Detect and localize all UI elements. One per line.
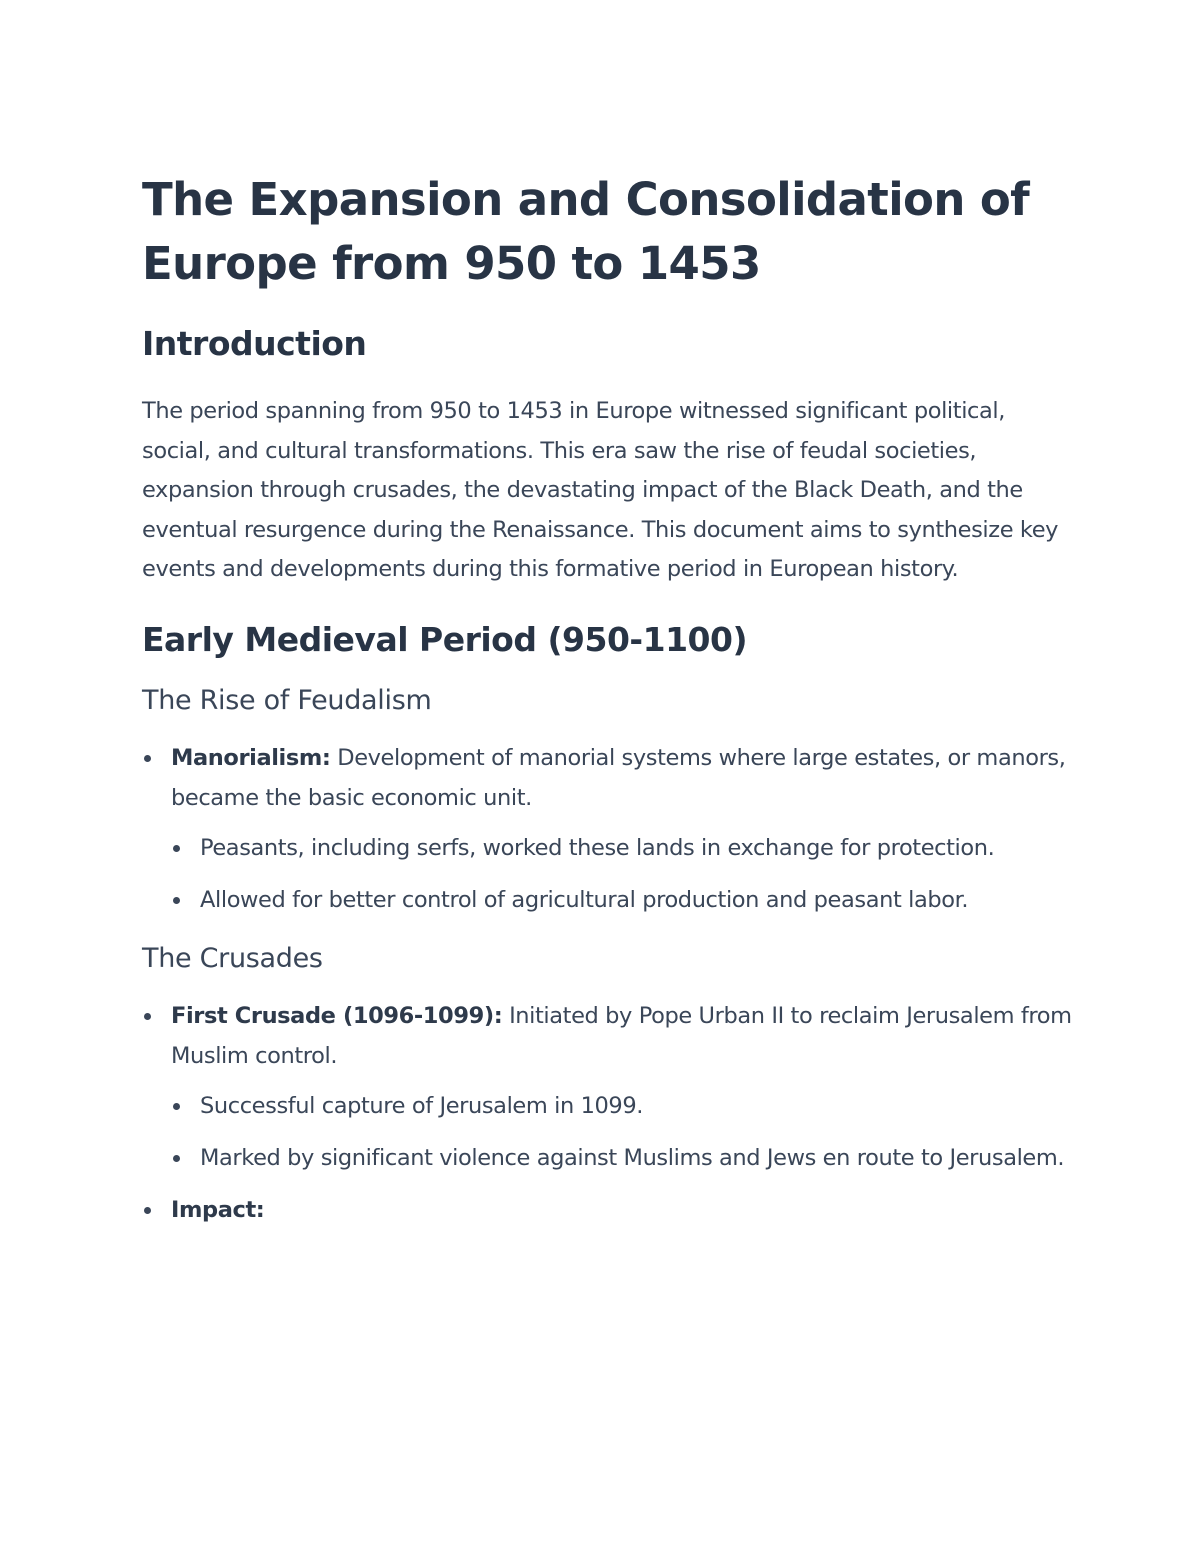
feudalism-list bbox=[142, 738, 1072, 920]
list-item bbox=[142, 738, 1072, 920]
list-item-term: First Crusade (1096-1099): bbox=[171, 1002, 503, 1029]
subsection-heading-crusades: The Crusades bbox=[142, 942, 323, 974]
crusades-list bbox=[142, 996, 1072, 1230]
list-item-text: Development of manorial systems where large estates, or manors, became the basic economic unit. bbox=[171, 744, 1066, 811]
list-item-text: Initiated by Pope Urban II to reclaim Jerusalem from Muslim control. bbox=[171, 1002, 1072, 1069]
document-page bbox=[142, 168, 1072, 1240]
section-heading-early-medieval: Early Medieval Period (950-1100) bbox=[142, 619, 748, 659]
sub-list-item: Marked by significant violence against Muslims and Jews en route to Jerusalem. bbox=[171, 1138, 1072, 1178]
list-item-term: Manorialism: bbox=[171, 744, 331, 771]
sub-list-item: Allowed for better control of agricultural production and peasant labor. bbox=[171, 880, 1072, 920]
section-heading-introduction: Introduction bbox=[142, 324, 367, 363]
list-item bbox=[142, 1190, 1072, 1230]
subsection-heading-feudalism: The Rise of Feudalism bbox=[142, 684, 432, 716]
document-title: The Expansion and Consolidation of Europe from 950 to 1453 bbox=[142, 173, 1030, 290]
sub-list-item: Successful capture of Jerusalem in 1099. bbox=[171, 1086, 1072, 1126]
sub-list bbox=[171, 828, 1072, 920]
list-item bbox=[142, 996, 1072, 1178]
introduction-paragraph: The period spanning from 950 to 1453 in Europe witnessed significant political, social, and cultural transformations. This era saw the rise of feudal societies, expansion through crusades, the devastating impact of the Black Death, and the eventual resurgence during the Renaissance. This document aims to synthesize key events and developments during this formative period in European history. bbox=[142, 398, 1059, 582]
list-item-term: Impact: bbox=[171, 1196, 265, 1223]
sub-list bbox=[171, 1086, 1072, 1178]
sub-list-item: Peasants, including serfs, worked these lands in exchange for protection. bbox=[171, 828, 1072, 868]
